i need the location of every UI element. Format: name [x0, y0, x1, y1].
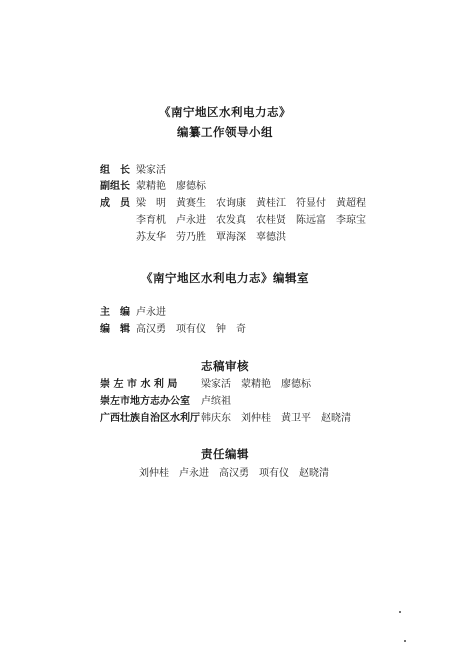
- reviewer-name: 赵晓清: [321, 413, 351, 424]
- responsible-editor-name: 赵晓清: [299, 468, 329, 479]
- reviewer-name: 韩庆东: [201, 413, 231, 424]
- members-row-2: [136, 215, 376, 227]
- editorial-title: 《南宁地区水利电力志》编辑室: [141, 271, 309, 285]
- chief-editor-row: [100, 307, 176, 319]
- responsible-editor-name: 卢永进: [179, 468, 209, 479]
- committee-subtitle: 编纂工作领导小组: [177, 125, 273, 139]
- scan-speck: [399, 611, 401, 613]
- review-org-label: 广西壮族自治区水利厅: [100, 413, 200, 424]
- reviewer-name: 卢缤祖: [201, 396, 231, 407]
- responsible-editor-name: 高汉勇: [219, 468, 249, 479]
- member-name: 梁 明: [136, 198, 166, 209]
- members-label: 成 员: [100, 198, 130, 209]
- scan-speck: [404, 640, 406, 642]
- member-name: 陈远富: [296, 215, 326, 226]
- member-name: 黄超程: [336, 198, 366, 209]
- member-name: 黄桂江: [256, 198, 286, 209]
- reviewer-name: 蒙精艳: [241, 379, 271, 390]
- editor-name: 高汉勇: [136, 324, 166, 335]
- review-title: 志稿审核: [201, 359, 249, 373]
- deputy-label: 副组长: [100, 181, 130, 192]
- reviewer-name: 梁家活: [201, 379, 231, 390]
- editor-name: 项有仪: [176, 324, 206, 335]
- leader-row: [100, 165, 176, 177]
- deputy-row: [100, 181, 216, 193]
- reviewer-name: 刘仲桂: [241, 413, 271, 424]
- responsible-row: [139, 468, 339, 480]
- member-name: 辜德洪: [256, 232, 286, 243]
- chief-editor-name: 卢永进: [136, 307, 166, 318]
- member-name: 符显付: [296, 198, 326, 209]
- review-row-2: [100, 396, 241, 408]
- member-name: 李琼宝: [336, 215, 366, 226]
- chief-editor-label: 主 编: [100, 307, 130, 318]
- review-org-label: 崇 左 市 水 利 局: [100, 379, 178, 390]
- member-name: 苏友华: [136, 232, 166, 243]
- editors-row: [100, 324, 256, 336]
- member-name: 黄赛生: [176, 198, 206, 209]
- leader-name: 梁家活: [136, 165, 166, 176]
- review-row-1: [100, 379, 321, 391]
- member-name: 农询康: [216, 198, 246, 209]
- review-row-3: [100, 413, 361, 425]
- deputy-name: 蒙精艳: [136, 181, 166, 192]
- reviewer-name: 廖德标: [281, 379, 311, 390]
- editors-label: 编 辑: [100, 324, 130, 335]
- review-org-label: 崇左市地方志办公室: [100, 396, 190, 407]
- reviewer-name: 黄卫平: [281, 413, 311, 424]
- committee-title: 《南宁地区水利电力志》: [159, 105, 291, 119]
- member-name: 卢永进: [176, 215, 206, 226]
- members-row-3: [136, 232, 296, 244]
- member-name: 农发真: [216, 215, 246, 226]
- members-row-1: [100, 198, 376, 210]
- member-name: 覃海深: [216, 232, 246, 243]
- deputy-name: 廖德标: [176, 181, 206, 192]
- member-name: 劳乃胜: [176, 232, 206, 243]
- leader-label: 组 长: [100, 165, 130, 176]
- member-name: 农桂贤: [256, 215, 286, 226]
- responsible-editor-name: 项有仪: [259, 468, 289, 479]
- responsible-editor-name: 刘仲桂: [139, 468, 169, 479]
- editor-name: 钟 奇: [216, 324, 246, 335]
- member-name: 李育机: [136, 215, 166, 226]
- responsible-title: 责任编辑: [201, 447, 249, 461]
